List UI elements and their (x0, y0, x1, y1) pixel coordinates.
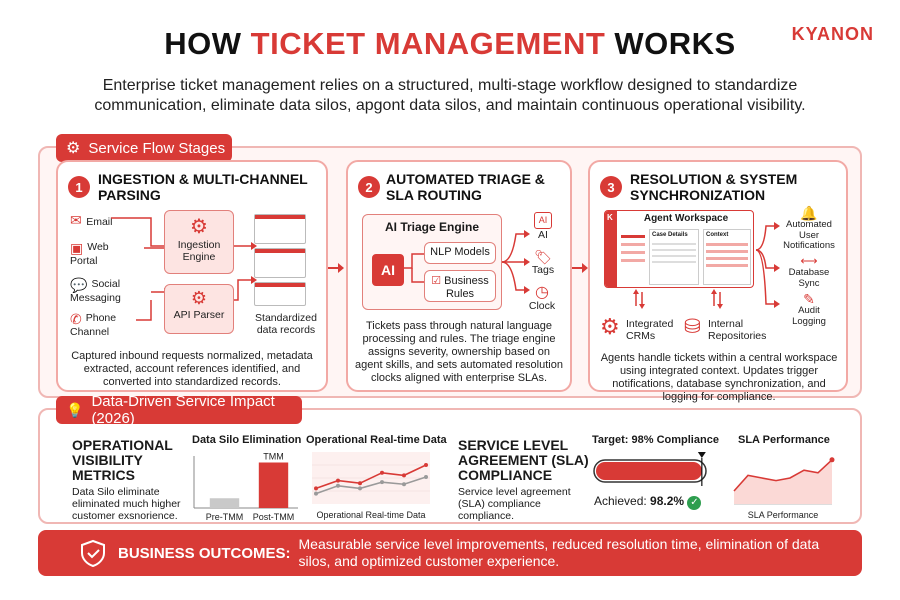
line-point (336, 484, 340, 488)
stage-1-description: Captured inbound requests normalized, metadata extracted, account references identified, and converted into standardized records. (71, 350, 313, 388)
chip-icon: AI (534, 212, 552, 229)
line-point (336, 479, 340, 483)
page-subtitle: Enterprise ticket management relies on a structured, multi-stage workflow designed to standardize communication, eliminate data silos, apgont data silos, and maintain continuous operational visibility. (94, 77, 806, 114)
line-x-label: Operational Real-time Data (316, 510, 426, 520)
sla-achieved: Achieved: 98.2% ✓ (594, 494, 701, 510)
line-point (358, 481, 362, 485)
record-doc (254, 282, 306, 306)
area-x-label: SLA Performance (747, 510, 819, 520)
business-outcomes-text: Measurable service level improvements, reduced resolution time, elimination of data silos, and optimized customer experience. (298, 536, 820, 569)
sla-achieved-value: 98.2% (650, 494, 685, 508)
stage-1-number: 1 (68, 176, 90, 198)
record-stack (254, 214, 310, 306)
api-parser-box: ⚙ API Parser (164, 284, 234, 334)
stage-3-description: Agents handle tickets within a central workspace using integrated context. Updates trigger notifications, database synchronization, and logging for compliance. (600, 352, 838, 403)
context-panel: Context (703, 229, 751, 285)
stage-2-description: Tickets pass through natural language processing and rules. The triage engine assigns severity, ownership based on agent skills, and sets automated resolution clocks aligned with enterprise SLAs. (355, 320, 563, 384)
tags-output: 🏷 Tags (526, 250, 560, 276)
database-icon: ⛁ (684, 316, 701, 338)
impact-label: Data-Driven Service Impact (2026) (91, 393, 275, 427)
phone-channel: ✆ Phone Channel (70, 311, 117, 338)
business-outcomes-bar (38, 530, 862, 576)
lightbulb-icon: 💡 (66, 401, 84, 418)
gear-icon: ⚙ (190, 216, 208, 238)
line-point (380, 480, 384, 484)
check-circle-icon: ✓ (687, 496, 701, 510)
clock-output: ◷ Clock (524, 286, 560, 312)
visibility-metrics-text: Data Silo eliminate eliminated much higher customer exsnorience. (72, 486, 181, 522)
sync-updown-arrows (630, 288, 740, 310)
bar-post-tmm (259, 463, 288, 509)
ingestion-engine-box: ⚙ Ingestion Engine (164, 210, 234, 274)
standardized-records-label: Standardized data records (255, 312, 317, 336)
sla-text: Service level agreement (SLA) compliance compliance. (458, 486, 571, 522)
visibility-metrics-title: OPERATIONAL VISIBILITY METRICS (72, 437, 173, 483)
bar-pre-tmm (210, 498, 239, 508)
line-point (424, 463, 428, 467)
ai-connectors (404, 248, 424, 292)
line-point (424, 475, 428, 479)
browser-icon: ▣ (70, 240, 84, 256)
sla-target-label: Target: 98% Compliance (592, 434, 719, 446)
area-end-point (830, 457, 835, 462)
arrow-right-icon (328, 260, 346, 276)
sla-performance-chart (730, 448, 836, 524)
service-flow-banner (56, 134, 232, 162)
gauge-target-marker (698, 452, 706, 458)
agent-workspace-title: Agent Workspace (643, 213, 729, 224)
sla-gauge (590, 450, 714, 490)
line-point (380, 471, 384, 475)
line-point (358, 486, 362, 490)
stage-1-title: INGESTION & MULTI-CHANNEL PARSING (98, 171, 308, 203)
stage-3-title: RESOLUTION & SYSTEM SYNCHRONIZATION (630, 171, 798, 203)
envelope-icon: ✉ (70, 212, 82, 228)
checklist-icon: ☑ (431, 275, 442, 287)
ai-chip-icon: AI (372, 254, 404, 286)
record-doc (254, 214, 306, 244)
email-channel: ✉ Email (70, 212, 113, 228)
silo-chart-title: Data Silo Elimination (192, 434, 302, 446)
phone-icon: ✆ (70, 311, 82, 327)
page-title: HOW TICKET MANAGEMENT WORKS (164, 26, 736, 61)
bar-data-label: TMM (263, 451, 284, 462)
realtime-chart-title: Operational Real-time Data (306, 434, 447, 446)
case-details-panel: Case Details (649, 229, 699, 285)
bell-icon: 🔔 (800, 205, 818, 221)
sla-performance-title: SLA Performance (738, 434, 830, 446)
silo-bar-chart (192, 448, 300, 524)
audit-logging-output: ✎ Audit Logging (782, 292, 836, 327)
ai-triage-engine-title: AI Triage Engine (384, 220, 480, 234)
shield-check-icon (78, 538, 108, 568)
area-fill (734, 460, 832, 504)
gear-icon: ⚙ (600, 314, 620, 339)
brand-logo: KYANON (791, 24, 874, 44)
sync-arrows-icon: ⟷ (800, 254, 818, 268)
gear-icon: ⚙ (66, 140, 81, 157)
clock-icon: ◷ (535, 284, 549, 301)
stage-3-number: 3 (600, 176, 622, 198)
stage-2-number: 2 (358, 176, 380, 198)
stage-2-title: AUTOMATED TRIAGE & SLA ROUTING (386, 171, 545, 203)
business-outcomes-label: BUSINESS OUTCOMES: (118, 544, 291, 562)
integrated-crms-label: Integrated CRMs (626, 318, 674, 342)
social-channel: 💬 Social Messaging (70, 277, 121, 304)
document-pen-icon: ✎ (803, 291, 815, 307)
tag-icon: 🏷 (534, 249, 552, 265)
agent-workspace-window (604, 210, 754, 288)
gauge-fill (596, 462, 702, 480)
sla-title: SERVICE LEVEL AGREEMENT (SLA) COMPLIANCE (458, 437, 589, 483)
bar-tick-label: Pre-TMM (205, 512, 244, 522)
service-flow-label: Service Flow Stages (88, 139, 226, 157)
line-point (314, 492, 318, 496)
nlp-models-box: NLP Models (424, 242, 496, 264)
realtime-line-chart (308, 448, 434, 524)
business-rules-box: ☑ Business Rules (424, 270, 496, 302)
workspace-logo: K (607, 213, 613, 222)
web-portal-channel: ▣ Web Portal (70, 240, 109, 267)
line-point (314, 486, 318, 490)
line-point (402, 473, 406, 477)
ai-output: AI AI (532, 212, 554, 241)
notifications-output: 🔔 Automated User Notifications (783, 205, 835, 251)
record-doc (254, 248, 306, 278)
impact-banner (56, 393, 302, 427)
database-sync-output: ⟷ Database Sync (780, 254, 838, 289)
gear-icon: ⚙ (190, 288, 208, 308)
bar-tick-label: Post-TMM (252, 512, 295, 522)
workspace-sidebar (605, 211, 617, 288)
chat-icon: 💬 (70, 277, 88, 293)
line-point (402, 482, 406, 486)
workspace-list (621, 233, 645, 262)
internal-repositories-label: Internal Repositories (708, 318, 767, 342)
